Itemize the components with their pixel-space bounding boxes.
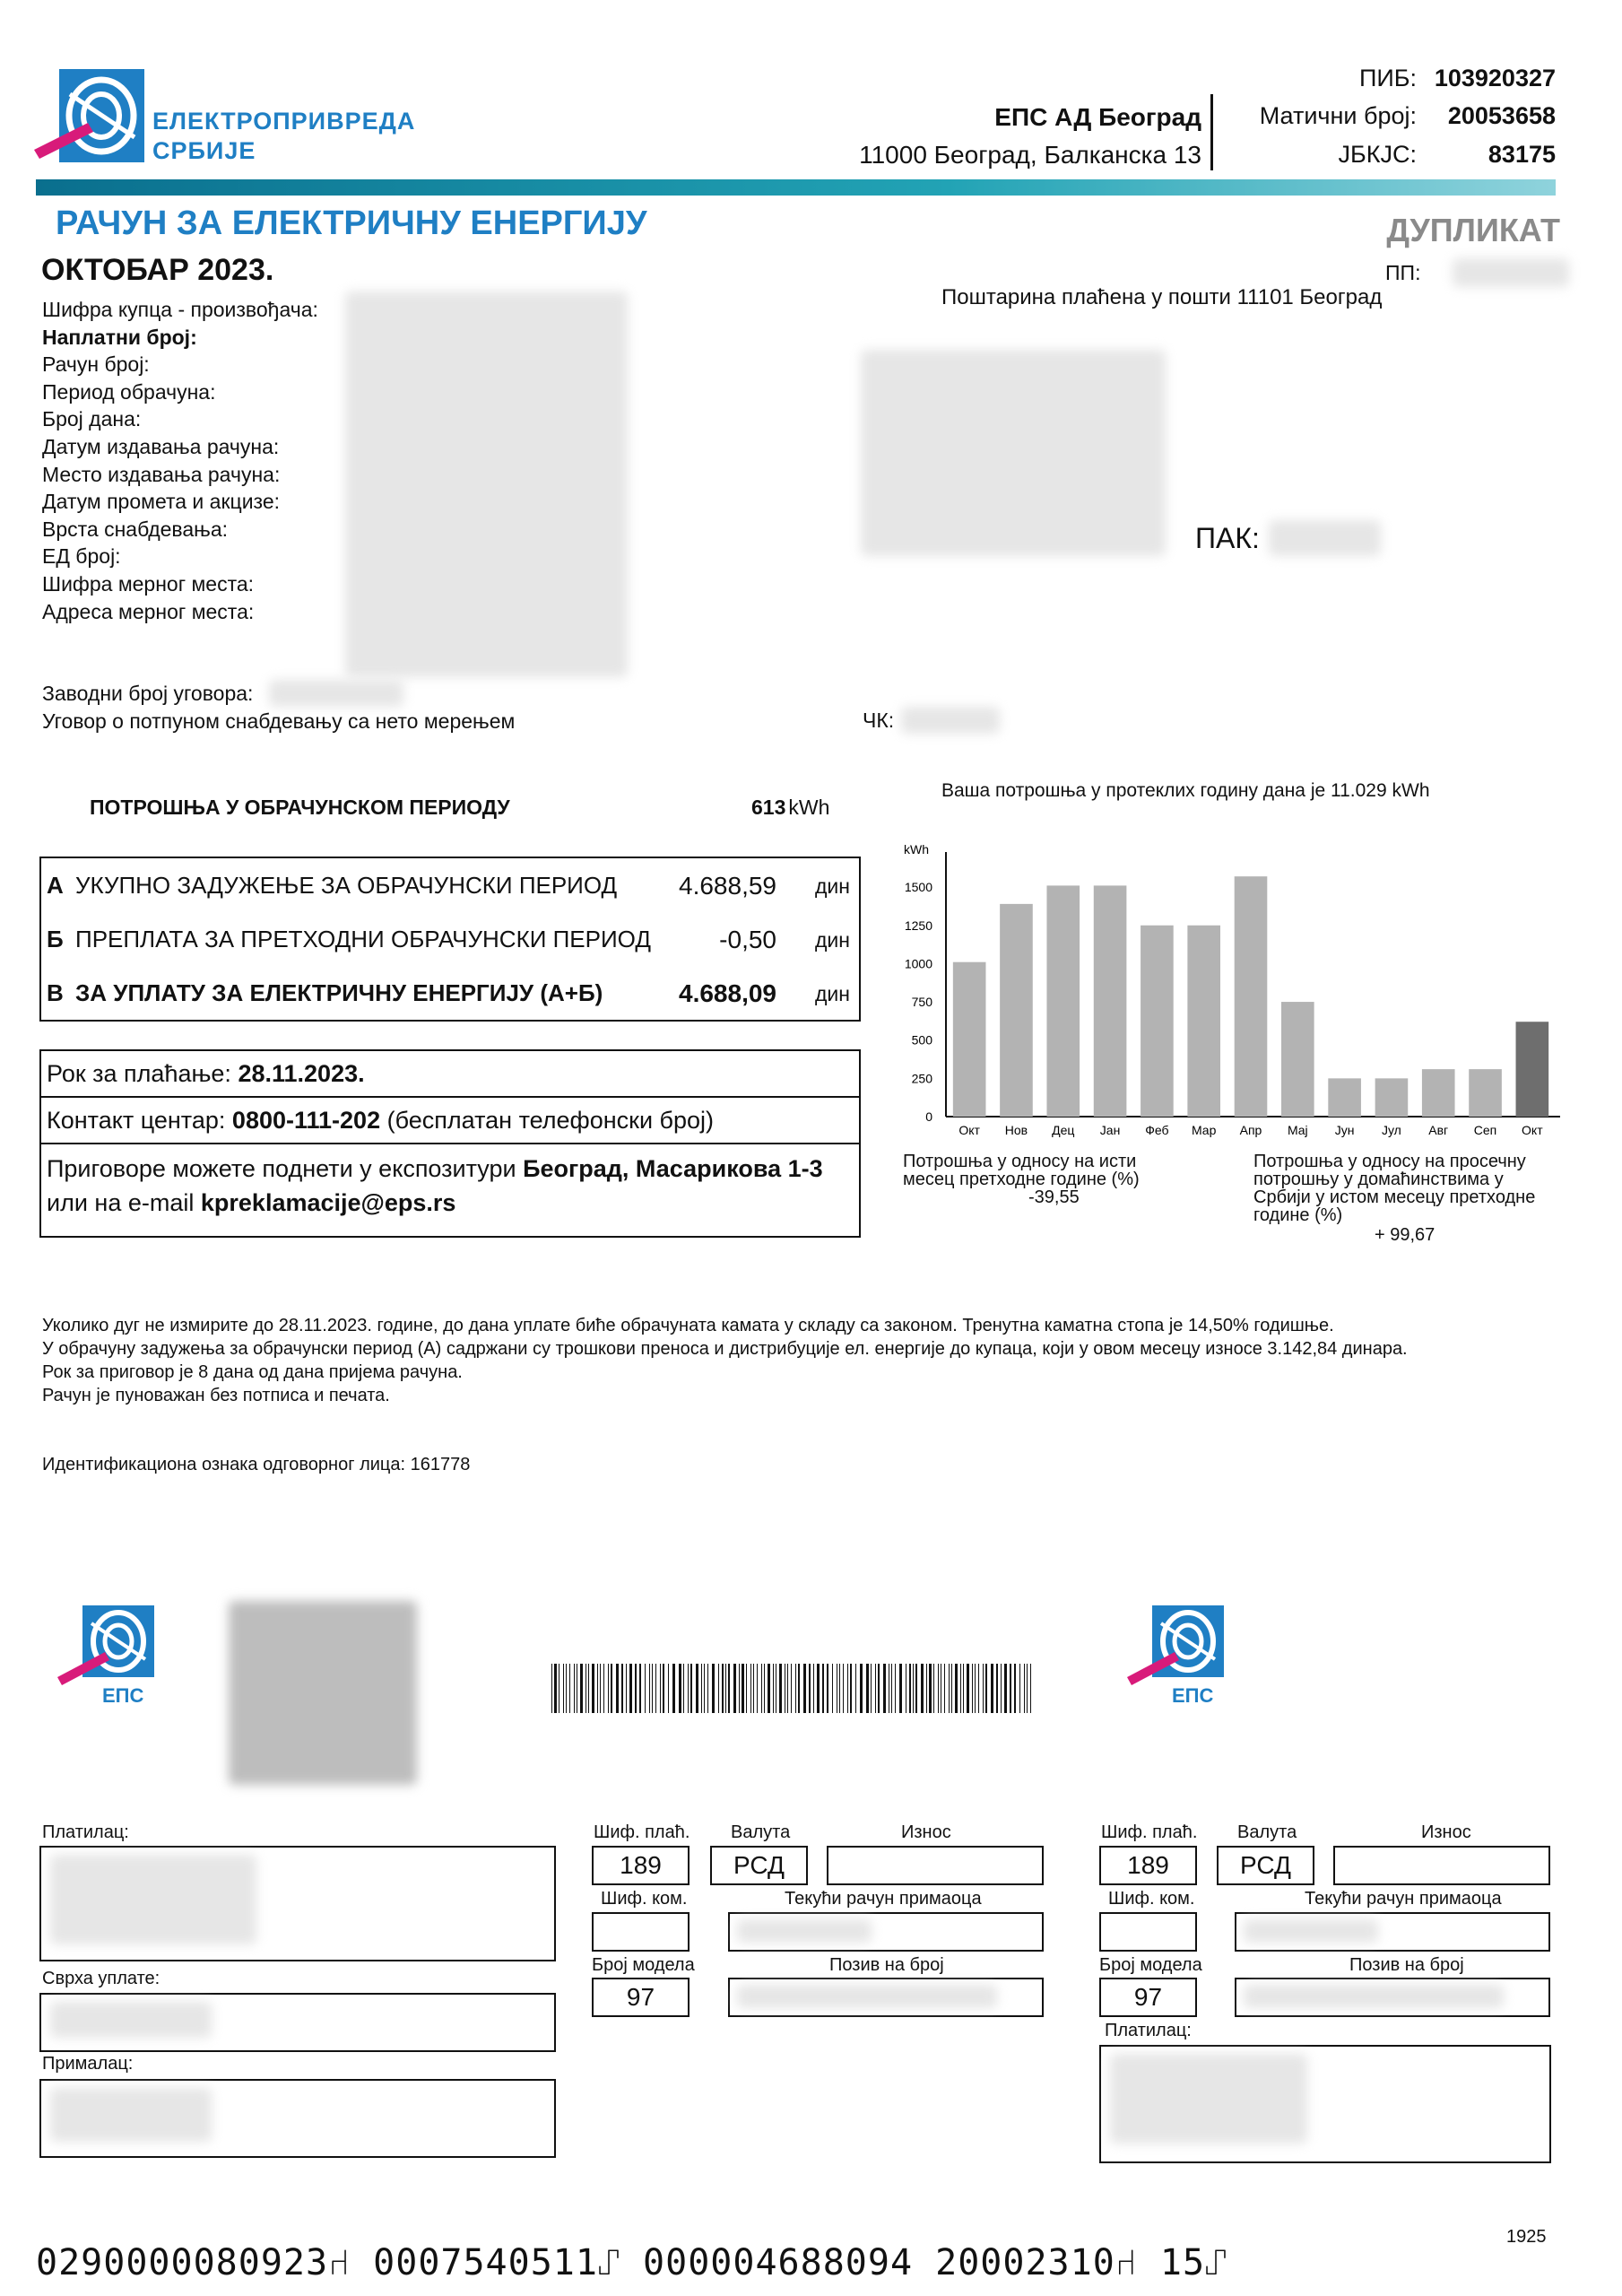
chart-bar	[1328, 1078, 1361, 1117]
barcode-bar	[574, 1664, 575, 1713]
field-label: Врста снабдевања:	[42, 517, 229, 541]
account-label: Текући рачун примаоца	[785, 1889, 982, 1909]
payer2-redacted	[1110, 2054, 1307, 2144]
barcode-bar	[860, 1664, 863, 1713]
barcode-bar	[722, 1664, 724, 1713]
qr-code-redacted	[229, 1601, 417, 1785]
duplicate-label: ДУПЛИКАТ	[1386, 212, 1560, 248]
barcode-bar	[746, 1664, 747, 1713]
logo-text-line1: ЕЛЕКТРОПРИВРЕДА	[152, 108, 416, 135]
x-tick-label: Авг	[1428, 1123, 1449, 1137]
barcode-bar	[728, 1664, 730, 1713]
barcode-bar	[701, 1664, 702, 1713]
barcode-bar	[761, 1664, 762, 1713]
summary-box	[39, 857, 861, 1022]
complaint-text2: или на e-mail	[47, 1189, 195, 1216]
barcode-bar	[963, 1664, 964, 1713]
consumption-value	[751, 796, 829, 820]
barcode-bar	[768, 1664, 770, 1713]
payer-box	[39, 1846, 556, 1961]
recipient-box	[39, 2079, 556, 2158]
barcode-bar	[967, 1664, 969, 1713]
barcode-bar	[803, 1664, 806, 1713]
barcode-bar	[951, 1664, 952, 1713]
barcode-bar	[592, 1664, 594, 1713]
field-label: Рачун број:	[42, 352, 150, 377]
barcode-bar	[597, 1664, 598, 1713]
reference-label: Позив на број	[829, 1955, 944, 1975]
reference-redacted-2	[1244, 1985, 1504, 2008]
amount-label-2: Износ	[1421, 1822, 1471, 1842]
row-text: ПРЕПЛАТА ЗА ПРЕТХОДНИ ОБРАЧУНСКИ ПЕРИОД	[75, 926, 651, 952]
barcode-bar	[883, 1664, 886, 1713]
ck-value-redacted	[901, 707, 1000, 734]
notes	[42, 1314, 1408, 1407]
row-currency: дин	[815, 982, 850, 1005]
barcode-bar	[683, 1664, 684, 1713]
y-tick-label: 1250	[904, 918, 932, 933]
row-letter: Б	[47, 926, 64, 952]
account-box	[728, 1912, 1044, 1952]
barcode-bar	[639, 1664, 641, 1713]
barcode-bar	[725, 1664, 726, 1713]
complaint-line1	[47, 1155, 823, 1183]
barcode-bar	[909, 1664, 911, 1713]
barcode-bar	[1019, 1664, 1020, 1713]
barcode-bar	[975, 1664, 976, 1713]
barcode-bar	[827, 1664, 828, 1713]
consumption-chart	[888, 834, 1569, 1139]
note-right-line1: Потрошња у односу на просечну	[1253, 1152, 1526, 1171]
x-tick-label: Феб	[1145, 1123, 1169, 1137]
barcode-bar	[679, 1664, 681, 1713]
header-divider	[1210, 94, 1213, 170]
y-tick-label: 500	[911, 1032, 932, 1048]
barcode-bar	[733, 1664, 736, 1713]
purpose-box	[39, 1993, 556, 2052]
currency-box-2	[1217, 1846, 1314, 1885]
barcode-bar	[983, 1664, 984, 1713]
chart-bar	[1141, 926, 1174, 1117]
barcode-bar	[875, 1664, 876, 1713]
x-tick-label: Јун	[1334, 1123, 1355, 1137]
purpose-redacted	[50, 2002, 212, 2038]
barcode-bar	[913, 1664, 914, 1713]
eps-logo-text: ЕПС	[1172, 1684, 1214, 1707]
chart-bar	[953, 962, 986, 1117]
chart-bar	[1469, 1069, 1502, 1117]
x-tick-label: Окт	[1522, 1123, 1543, 1137]
com-code-box	[592, 1912, 690, 1952]
currency-box	[710, 1846, 808, 1885]
barcode-bar	[663, 1664, 664, 1713]
barcode-bar	[822, 1664, 824, 1713]
payer-redacted	[50, 1855, 256, 1944]
code-box-2	[1099, 1846, 1197, 1885]
ck-label: ЧК:	[863, 709, 895, 732]
barcode-bar	[600, 1664, 601, 1713]
responsible-id: Идентификациона ознака одговорног лица: 161778	[42, 1455, 471, 1474]
currency-label: Валута	[731, 1822, 791, 1842]
chart-bar	[1516, 1022, 1549, 1117]
company-address: 11000 Београд, Балканска 13	[859, 141, 1201, 169]
payer2-label: Платилац:	[1105, 2021, 1192, 2040]
field-label: Број дана:	[42, 407, 142, 431]
contact-label: Контакт центар:	[47, 1107, 226, 1134]
consumption-label: ПОТРОШЊА У ОБРАЧУНСКОМ ПЕРИОДУ	[90, 796, 510, 819]
barcode-bar	[621, 1664, 623, 1713]
note-left-line1: Потрошња у односу на исти	[903, 1152, 1137, 1171]
chart-title: Ваша потрошња у протеклих годину дана је 11.029 kWh	[941, 780, 1430, 801]
barcode-bar	[672, 1664, 675, 1713]
barcode-bar	[866, 1664, 869, 1713]
barcode-bar	[779, 1664, 782, 1713]
barcode-bar	[1027, 1664, 1028, 1713]
barcode-bar	[690, 1664, 692, 1713]
logo-text-line2: СРБИЈЕ	[152, 137, 256, 164]
barcode-bar	[1010, 1664, 1011, 1713]
barcode-bar	[1001, 1664, 1002, 1713]
barcode-bar	[891, 1664, 892, 1713]
amount-box-2	[1333, 1846, 1550, 1885]
barcode-bar	[696, 1664, 698, 1713]
barcode-bar	[843, 1664, 844, 1713]
barcode-bar	[655, 1664, 656, 1713]
barcode-bar	[985, 1664, 987, 1713]
row-amount: -0,50	[719, 926, 776, 953]
pp-value-redacted	[1453, 258, 1569, 287]
barcode-bar	[554, 1664, 557, 1713]
barcode-bar	[929, 1664, 932, 1713]
barcode-bar	[955, 1664, 958, 1713]
field-label: Шифра мерног места:	[42, 571, 255, 596]
barcode-bar	[832, 1664, 833, 1713]
row-currency: дин	[815, 874, 850, 898]
row-amount: 4.688,59	[679, 872, 776, 900]
barcode-bar	[795, 1664, 796, 1713]
barcode-bar	[813, 1664, 814, 1713]
model-box	[592, 1978, 690, 2017]
note-right-line4: године (%)	[1253, 1205, 1343, 1225]
barcode-bar	[839, 1664, 840, 1713]
account-label-2: Текући рачун примаоца	[1305, 1889, 1502, 1909]
row-amount: 4.688,09	[679, 979, 776, 1007]
due-date-box	[39, 1049, 861, 1098]
contract-number-redacted	[269, 680, 403, 707]
note-line: Рок за приговор је 8 дана од дана пријема рачуна.	[42, 1362, 463, 1382]
row-text: УКУПНО ЗАДУЖЕЊЕ ЗА ОБРАЧУНСКИ ПЕРИОД	[75, 872, 618, 899]
pib-label: ПИБ:	[1358, 65, 1417, 91]
barcode-bar	[712, 1664, 715, 1713]
barcode-bar	[850, 1664, 852, 1713]
chart-bar	[1000, 904, 1033, 1117]
barcode-bar	[635, 1664, 637, 1713]
note-line: У обрачуну задужења за обрачунски период (А) садржани су трошкови преноса и дистрибуције ел. енергије до купаца, који у овом месецу износе 3.142,84 динара.	[42, 1339, 1408, 1359]
reference-box-2	[1235, 1978, 1550, 2017]
barcode-bar	[960, 1664, 961, 1713]
note-left-line2: месец претходне године (%)	[903, 1170, 1140, 1189]
barcode-bar	[603, 1664, 604, 1713]
com-code-label: Шиф. ком.	[601, 1889, 688, 1909]
model-label: Број модела	[592, 1955, 695, 1975]
currency-label-2: Валута	[1237, 1822, 1297, 1842]
jbkjs-value: 83175	[1488, 141, 1556, 168]
barcode-bar	[978, 1664, 979, 1713]
field-label: ЕД број:	[42, 544, 121, 569]
due-date-line	[47, 1060, 365, 1088]
field-label: Адреса мерног места:	[42, 599, 255, 623]
y-tick-label: 1500	[904, 880, 932, 895]
com-code-label-2: Шиф. ком.	[1108, 1889, 1195, 1909]
account-redacted-2	[1244, 1919, 1378, 1943]
account-box-2	[1235, 1912, 1550, 1952]
chart-bar	[1094, 885, 1127, 1117]
barcode-bar	[817, 1664, 820, 1713]
customer-fields	[42, 296, 318, 625]
complaint-box	[39, 1143, 861, 1238]
barcode-bar	[668, 1664, 669, 1713]
reference-label-2: Позив на број	[1349, 1955, 1464, 1975]
barcode-bar	[753, 1664, 754, 1713]
contact-box	[39, 1096, 861, 1144]
header-band	[36, 179, 1556, 196]
barcode-bar	[626, 1664, 627, 1713]
x-tick-label: Апр	[1239, 1123, 1262, 1137]
barcode-bar	[764, 1664, 765, 1713]
barcode-bar	[938, 1664, 939, 1713]
barcode-bar	[949, 1664, 950, 1713]
barcode-bar	[809, 1664, 811, 1713]
barcode-bar	[1004, 1664, 1007, 1713]
postage-note: Поштарина плаћена у пошти 11101 Београд	[941, 285, 1383, 309]
barcode-bar	[551, 1664, 552, 1713]
mb-value: 20053658	[1447, 102, 1556, 129]
complaint-text1: Приговоре можете поднети у експозитури	[47, 1155, 516, 1182]
chart-bar	[1422, 1069, 1455, 1117]
x-tick-label: Окт	[958, 1123, 980, 1137]
note-right-value: + 99,67	[1375, 1225, 1436, 1245]
code-value-2: 189	[1127, 1851, 1169, 1879]
row-currency: дин	[815, 928, 850, 952]
note-right-line3: Србији у истом месецу претходне	[1253, 1187, 1536, 1207]
note-left-value: -39,55	[1028, 1187, 1080, 1207]
y-tick-label: 250	[911, 1071, 932, 1086]
chart-bar	[1046, 885, 1080, 1117]
barcode-bar	[1024, 1664, 1025, 1713]
barcode-bar	[1030, 1664, 1031, 1713]
barcode-bar	[566, 1664, 567, 1713]
model-label-2: Број модела	[1099, 1955, 1202, 1975]
field-label: Наплатни број:	[42, 325, 197, 349]
chart-bar	[1281, 1002, 1314, 1117]
barcode-bar	[718, 1664, 719, 1713]
barcode-bar	[652, 1664, 653, 1713]
purpose-label: Сврха уплате:	[42, 1969, 160, 1988]
payer-label: Платилац:	[42, 1822, 129, 1842]
row-letter: В	[47, 979, 64, 1006]
barcode-bar	[1014, 1664, 1016, 1713]
customer-values-redacted	[345, 291, 628, 677]
recipient-address-redacted	[861, 350, 1166, 556]
page-code: 1925	[1506, 2227, 1547, 2247]
field-label: Шифра купца - произвођача:	[42, 298, 318, 321]
y-axis-label: kWh	[904, 842, 929, 857]
barcode-bar	[855, 1664, 856, 1713]
document-title: РАЧУН ЗА ЕЛЕКТРИЧНУ ЕНЕРГИЈУ	[56, 204, 647, 242]
barcode	[547, 1664, 1040, 1718]
code-label-2: Шиф. плаћ.	[1101, 1822, 1198, 1842]
barcode-bar	[944, 1664, 945, 1713]
complaint-email[interactable]: kpreklamacije@eps.rs	[200, 1189, 456, 1216]
complaint-line2	[47, 1189, 455, 1217]
eps-logo-text: ЕПС	[102, 1684, 144, 1707]
barcode-bar	[660, 1664, 661, 1713]
barcode-bar	[704, 1664, 705, 1713]
consumption-unit: kWh	[788, 796, 830, 819]
barcode-bar	[926, 1664, 927, 1713]
chart-bar	[1187, 926, 1220, 1117]
chart-bar	[1375, 1078, 1409, 1117]
barcode-bar	[878, 1664, 880, 1713]
field-label: Место издавања рачуна:	[42, 462, 281, 486]
billing-month: ОКТОБАР 2023.	[41, 253, 274, 287]
pak-value-redacted	[1269, 520, 1381, 556]
barcode-bar	[739, 1664, 740, 1713]
payer2-box	[1099, 2045, 1551, 2163]
barcode-bar	[921, 1664, 924, 1713]
barcode-bar	[996, 1664, 998, 1713]
code-label: Шиф. плаћ.	[594, 1822, 690, 1842]
complaint-place: Београд, Масарикова 1-3	[523, 1155, 823, 1182]
y-tick-label: 750	[911, 995, 932, 1010]
barcode-bar	[585, 1664, 586, 1713]
barcode-bar	[933, 1664, 934, 1713]
barcode-bar	[569, 1664, 570, 1713]
barcode-bar	[871, 1664, 872, 1713]
due-label: Рок за плаћање:	[47, 1060, 231, 1087]
field-label: Датум промета и акцизе:	[42, 490, 281, 514]
contact-line	[47, 1107, 714, 1135]
currency-value-2: РСД	[1240, 1851, 1291, 1879]
model-value: 97	[626, 1983, 655, 2011]
barcode-bar	[915, 1664, 917, 1713]
row-text: ЗА УПЛАТУ ЗА ЕЛЕКТРИЧНУ ЕНЕРГИЈУ (А+Б)	[75, 979, 603, 1006]
y-tick-label: 0	[925, 1109, 932, 1124]
x-tick-label: Нов	[1004, 1123, 1028, 1137]
x-tick-label: Јул	[1381, 1123, 1401, 1137]
mb-label: Матични број:	[1259, 102, 1417, 129]
barcode-bar	[649, 1664, 650, 1713]
barcode-bar	[588, 1664, 589, 1713]
barcode-bar	[580, 1664, 583, 1713]
barcode-bar	[791, 1664, 792, 1713]
model-value-2: 97	[1133, 1983, 1163, 2011]
barcode-bar	[847, 1664, 848, 1713]
barcode-bar	[773, 1664, 774, 1713]
com-code-box-2	[1099, 1912, 1197, 1952]
consumption-number: 613	[751, 796, 786, 819]
code-box	[592, 1846, 690, 1885]
company-name: ЕПС АД Београд	[994, 103, 1201, 131]
pp-label: ПП:	[1385, 261, 1421, 284]
company-logo	[34, 67, 146, 166]
barcode-bar	[707, 1664, 708, 1713]
barcode-bar	[608, 1664, 609, 1713]
pak-label: ПАК:	[1195, 522, 1260, 554]
barcode-bar	[611, 1664, 612, 1713]
amount-box	[827, 1846, 1044, 1885]
ocr-line: 0290000080923⑁ 0007540511⑀ 000004688094 20002310⑁ 15⑀	[36, 2242, 1228, 2283]
model-box-2	[1099, 1978, 1197, 2017]
barcode-bar	[787, 1664, 788, 1713]
field-label: Датум издавања рачуна:	[42, 434, 280, 458]
recipient-label: Прималац:	[42, 2054, 134, 2074]
barcode-bar	[742, 1664, 744, 1713]
x-tick-label: Мај	[1287, 1123, 1308, 1137]
x-tick-label: Јан	[1099, 1123, 1121, 1137]
note-line: Уколико дуг не измирите до 28.11.2023. године, до дана уплате биће обрачуната камата у складу са законом. Тренутна каматна стопа је 14,50% годишње.	[42, 1316, 1334, 1335]
row-letter: А	[47, 872, 64, 899]
barcode-bar	[629, 1664, 632, 1713]
barcode-bar	[563, 1664, 564, 1713]
barcode-bar	[750, 1664, 751, 1713]
chart-note-left	[903, 1152, 1140, 1206]
reference-redacted	[737, 1985, 997, 2008]
barcode-bar	[688, 1664, 689, 1713]
recipient-redacted	[50, 2088, 212, 2142]
barcode-bar	[757, 1664, 758, 1713]
reference-box	[728, 1978, 1044, 2017]
due-date: 28.11.2023.	[238, 1060, 365, 1087]
eps-logo-right	[1125, 1605, 1228, 1713]
currency-value: РСД	[733, 1851, 785, 1879]
note-line: Рачун је пуноважан без потписа и печата.	[42, 1386, 390, 1405]
note-right-line2: потрошњу у домаћинствима у	[1253, 1170, 1504, 1189]
barcode-bar	[798, 1664, 800, 1713]
barcode-bar	[616, 1664, 619, 1713]
field-label: Период обрачуна:	[42, 379, 216, 404]
contact-phone[interactable]: 0800-111-202	[231, 1107, 381, 1134]
eps-logo-left	[56, 1605, 159, 1713]
barcode-bar	[991, 1664, 993, 1713]
pib-value: 103920327	[1434, 65, 1556, 91]
y-tick-label: 1000	[904, 956, 932, 971]
account-redacted	[737, 1919, 872, 1943]
code-value: 189	[620, 1851, 662, 1879]
barcode-bar	[899, 1664, 902, 1713]
x-tick-label: Мар	[1191, 1123, 1217, 1137]
x-tick-label: Дец	[1052, 1123, 1075, 1137]
amount-label: Износ	[901, 1822, 951, 1842]
chart-bar	[1235, 876, 1268, 1117]
jbkjs-label: ЈБКЈС:	[1338, 141, 1417, 168]
contract-number-label: Заводни број уговора:	[42, 682, 254, 705]
x-tick-label: Сеп	[1473, 1123, 1497, 1137]
barcode-bar	[972, 1664, 973, 1713]
chart-note-right	[1253, 1152, 1535, 1244]
barcode-bar	[645, 1664, 646, 1713]
contact-note: (бесплатан телефонски број)	[386, 1107, 715, 1134]
contract-type: Уговор о потпуном снабдевању са нето мерењем	[42, 709, 516, 733]
barcode-bar	[895, 1664, 896, 1713]
